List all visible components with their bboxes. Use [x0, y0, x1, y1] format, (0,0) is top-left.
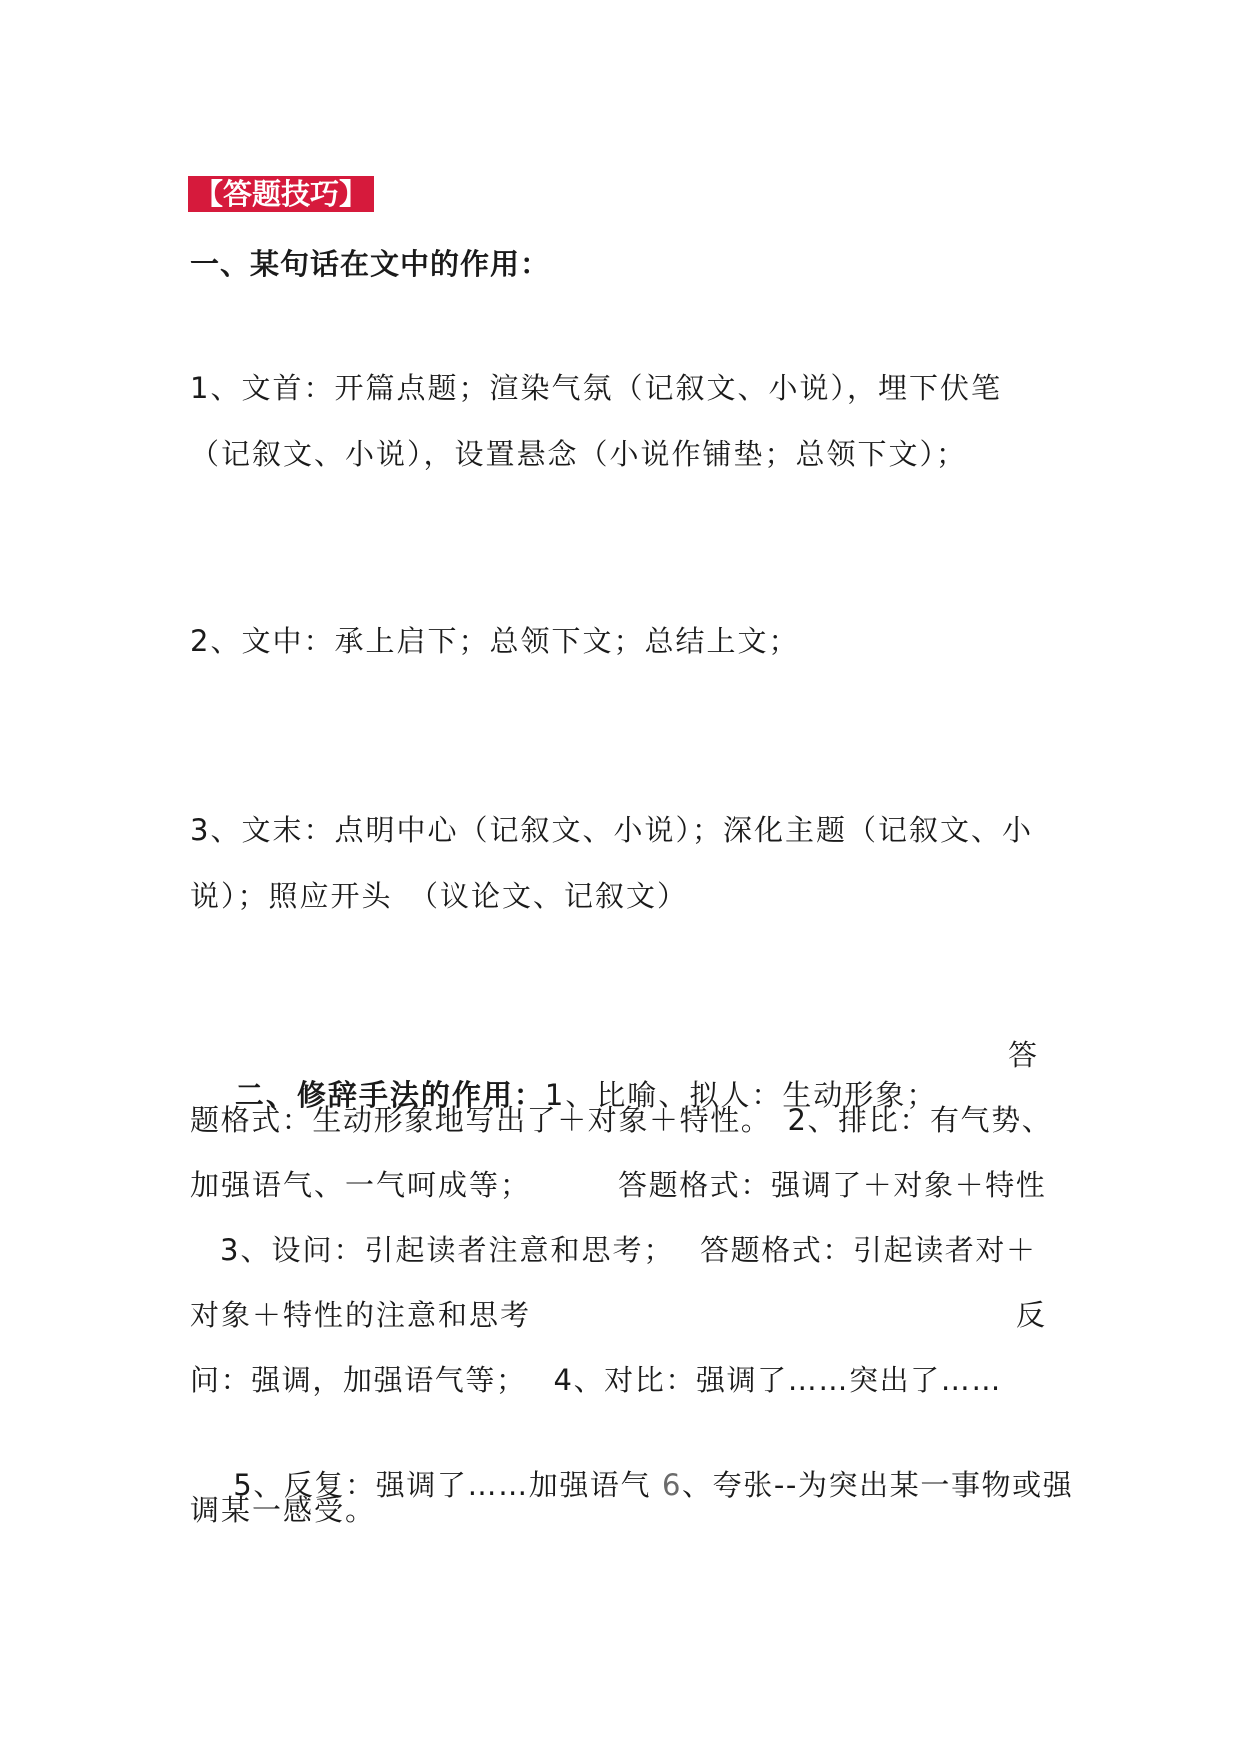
- section-2-line-3-right: 答题格式：强调了＋对象＋特性: [618, 1168, 1047, 1202]
- section-2-line-3-left: 加强语气、一气呵成等；: [190, 1168, 532, 1202]
- tips-tag: 【答题技巧】: [188, 176, 374, 212]
- item-3-line-1: 3、文末：点明中心（记叙文、小说）；深化主题（记叙文、小: [190, 813, 1033, 847]
- section-2-line-6: 问：强调，加强语气等； 4、对比：强调了……突出了……: [190, 1363, 1002, 1397]
- section-2-line-7-number: 6: [661, 1468, 683, 1502]
- item-1-line-1: 1、文首：开篇点题；渲染气氛（记叙文、小说），埋下伏笔: [190, 371, 1002, 405]
- section-2-line-1-right: 答: [1008, 1038, 1038, 1072]
- section-2-heading: 二、修辞手法的作用：: [234, 1078, 545, 1112]
- item-1-line-2: （记叙文、小说），设置悬念（小说作铺垫；总领下文）；: [190, 437, 968, 471]
- section-2-line-4-right: 答题格式：引起读者对＋: [700, 1233, 1037, 1267]
- item-3-line-2: 说）；照应开头 （议论文、记叙文）: [190, 879, 689, 913]
- section-2-line-4-left: 3、设问：引起读者注意和思考；: [220, 1233, 675, 1267]
- section-2-line-1-text: 1、比喻、拟人：生动形象；: [544, 1078, 938, 1112]
- section-2-line-8: 调某一感受。: [190, 1493, 377, 1527]
- section-1-heading: 一、某句话在文中的作用：: [190, 247, 551, 281]
- section-2-line-5-left: 对象＋特性的注意和思考: [190, 1298, 532, 1332]
- section-2-line-7-main: 5、反复：强调了……加强语气: [233, 1468, 662, 1502]
- section-2-line-7-rest: 、夸张--为突出某一事物或强: [682, 1468, 1074, 1502]
- item-2-line-1: 2、文中：承上启下；总领下文；总结上文；: [190, 624, 800, 658]
- section-2-line-5-right: 反: [1016, 1298, 1046, 1332]
- section-2-line-2: 题格式：生动形象地写出了＋对象＋特性。 2、排比：有气势、: [190, 1103, 1053, 1137]
